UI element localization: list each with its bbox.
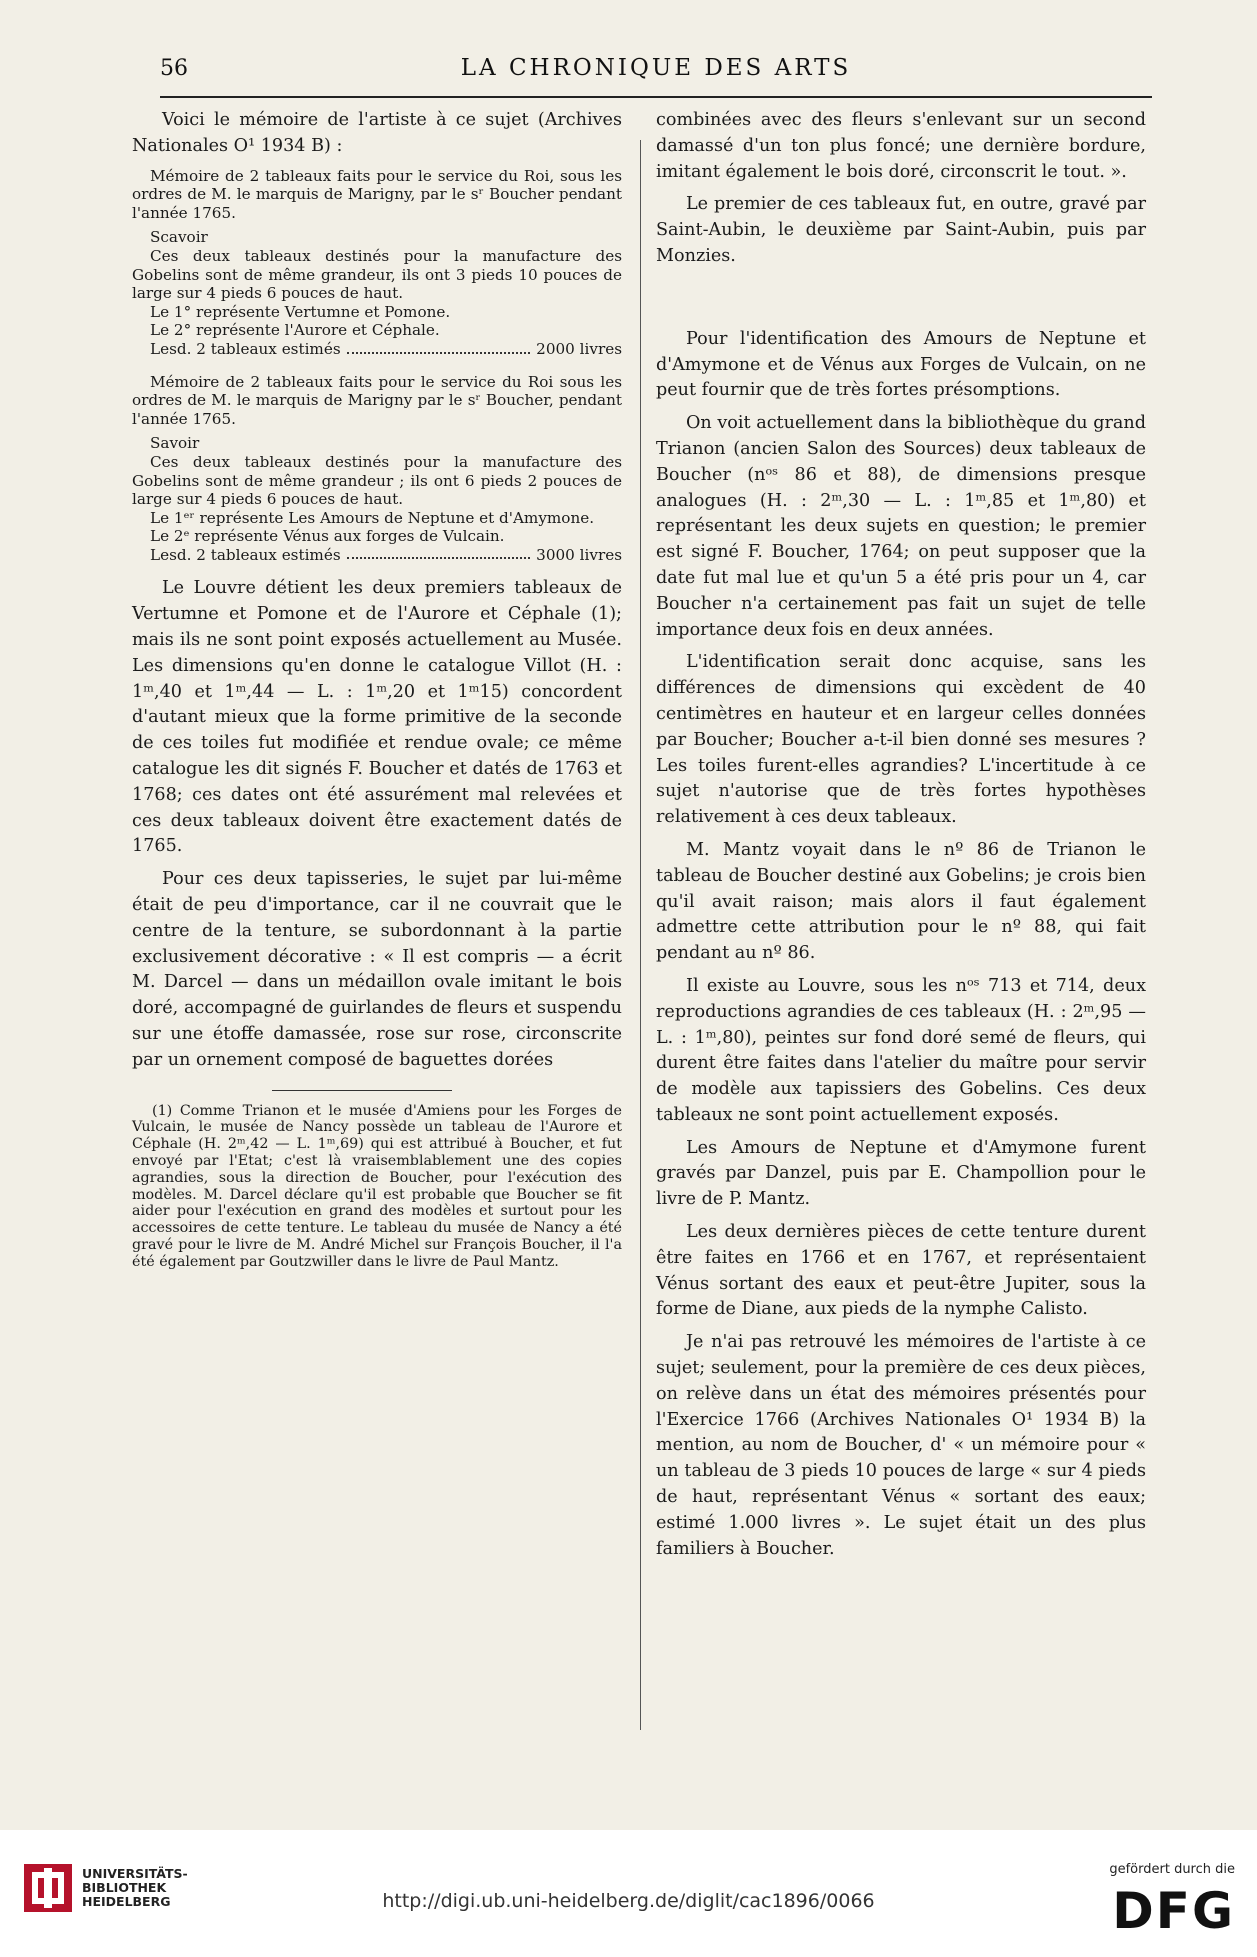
paragraph-identification: Pour l'identification des Amours de Neptune et d'Amymone et de Vénus aux Forges de Vulcain, on ne peut fournir que de très fortes présomptions. <box>656 328 1146 401</box>
memoire-1-total-label: Lesd. 2 tableaux estimés <box>150 339 341 358</box>
paragraph-amours-gravures: Les Amours de Neptune et d'Amymone furent gravés par Danzel, puis par E. Champollion pour le livre de P. Mantz. <box>656 1137 1146 1210</box>
paragraph-louvre-reproductions: Il existe au Louvre, sous les nᵒˢ 713 et 714, deux reproductions agrandies de ces tableaux (H. : 2ᵐ,95 — L. : 1ᵐ,80), peintes sur fond doré semé de fleurs, qui durent être faites dans l'atelier du maître pour servir de modèle aux tapissiers des Gobelins. Ces deux tableaux ne sont point actuellement exposés. <box>656 975 1146 1125</box>
paragraph-memoires: Je n'ai pas retrouvé les mémoires de l'artiste à ce sujet; seulement, pour la première de ces deux pièces, on relève dans un état des mémoires présentés pour l'Exercice 1766 (Archives Nationales O¹ 1934 B) la mention, au nom de Boucher, d' « un mémoire pour « un tableau de 3 pieds 10 pouces de large « sur 4 pieds de haut, représentant Vénus « sortant des eaux; estimé 1.000 livres ». Le sujet était un des plus familiers à Boucher. <box>656 1332 1146 1559</box>
paragraph-louvre: Le Louvre détient les deux premiers tableaux de Vertumne et Pomone et de l'Aurore et Céphale (1); mais ils ne sont point exposés actuellement au Musée. Les dimensions qu'en donne le catalogue Villot (H. : 1ᵐ,40 et 1ᵐ,44 — L. : 1ᵐ,20 et 1ᵐ15) concordent d'autant mieux que la forme primitive de la seconde de ces toiles fut modifiée et rendue ovale; ce même catalogue les dit signés F. Boucher et datés de 1763 et 1768; ces dates ont été assurément mal relevées et ces deux tableaux doivent être exactement datés de 1765. <box>132 578 622 857</box>
memoire-1-scavoir: Scavoir <box>150 228 208 247</box>
sponsor-label: gefördert durch die <box>1109 1862 1235 1877</box>
permalink-url[interactable]: http://digi.ub.uni-heidelberg.de/diglit/cac1896/0066 <box>382 1890 875 1912</box>
memoire-1 <box>132 167 622 359</box>
intro-paragraph: Voici le mémoire de l'artiste à ce sujet (Archives Nationales O¹ 1934 B) : <box>132 110 622 156</box>
logo-text-line-1: UNIVERSITÄTS- <box>82 1866 188 1881</box>
paragraph-dernieres-pieces: Les deux dernières pièces de cette tenture durent être faites en 1766 et en 1767, et représentaient Vénus sortant des eaux et peut-être Jupiter, sous la forme de Diane, aux pieds de la nymphe Calisto. <box>656 1222 1146 1320</box>
paragraph-continued: combinées avec des fleurs s'enlevant sur un second damassé d'un ton plus foncé; une dernière bordure, imitant également le bois doré, circonscrit le tout. ». <box>656 110 1146 182</box>
paragraph-differences: L'identification serait donc acquise, sans les différences de dimensions qui excèdent de 40 centimètres en hauteur et en largeur celles données par Boucher; Boucher a-t-il bien donné ses mesures ? Les toiles furent-elles agrandies? L'incertitude à ce sujet n'autorise que de très fortes hypothèses relativement à ces deux tableaux. <box>656 652 1146 828</box>
memoire-2-total-value: 3000 livres <box>536 545 622 564</box>
memoire-1-total-value: 2000 livres <box>536 339 622 358</box>
left-column <box>132 108 622 1271</box>
header-rule <box>160 96 1152 98</box>
logo-text-line-3: HEIDELBERG <box>82 1894 171 1909</box>
memoire-2-intro: Mémoire de 2 tableaux faits pour le service du Roi sous les ordres de M. le marquis de Marigny par le sʳ Boucher, pendant l'année 1765. <box>132 372 622 428</box>
footnote-text: (1) Comme Trianon et le musée d'Amiens pour les Forges de Vulcain, le musée de Nancy possède un tableau de l'Aurore et Céphale (H. 2ᵐ,42 — L. 1ᵐ,69) qui est attribué à Boucher, et fut envoyé par l'Etat; c'est là vraisemblablement une des copies agrandies, sous la direction de Boucher, pour l'exécution des modèles. M. Darcel déclare qu'il est probable que Boucher se fit aider pour l'exécution en grand des modèles et surtout pour les accessoires de cette tenture. Le tableau du musée de Nancy a été gravé pour le livre de M. André Michel sur François Boucher, il l'a été également par Goutzwiller dans le livre de Paul Mantz. <box>132 1102 622 1270</box>
footnote <box>132 1103 622 1271</box>
memoire-1-desc: Ces deux tableaux destinés pour la manufacture des Gobelins sont de même grandeur, ils ont 3 pieds 10 pouces de large sur 4 pieds 6 pouces de haut. <box>132 246 622 303</box>
memoire-2-desc: Ces deux tableaux destinés pour la manufacture des Gobelins sont de même grandeur ; ils ont 6 pieds 2 pouces de large sur 4 pieds 6 pouces de haut. <box>132 452 622 509</box>
paragraph-trianon: On voit actuellement dans la bibliothèque du grand Trianon (ancien Salon des Sources) deux tableaux de Boucher (nᵒˢ 86 et 88), de dimensions presque analogues (H. : 2ᵐ,30 — L. : 1ᵐ,85 et 1ᵐ,80) et représentant les deux sujets en question; le premier est signé F. Boucher, 1764; on peut supposer que la date fut mal lue et qu'un 5 a été pris pour un 4, car Boucher n'a certainement pas fait un sujet de telle importance deux fois en deux années. <box>656 413 1146 640</box>
footer-bar <box>0 1830 1257 1957</box>
column-divider <box>640 140 641 1730</box>
running-head <box>160 48 1152 88</box>
page-number: 56 <box>160 55 188 81</box>
memoire-2-savoir: Savoir <box>150 434 200 453</box>
memoire-2 <box>132 373 622 565</box>
dfg-logo[interactable]: DFG <box>1112 1882 1235 1940</box>
paragraph-tapisseries: Pour ces deux tapisseries, le sujet par lui-même était de peu d'importance, car il ne couvrait que le centre de la tenture, se subordonnant à la partie exclusivement décorative : « Il est compris — a écrit M. Darcel — dans un médaillon ovale imitant le bois doré, accompagné de guirlandes de fleurs et suspendu sur une étoffe damassée, rose sur rose, circonscrite par un ornement composé de baguettes dorées <box>132 869 622 1070</box>
memoire-2-item-2: Le 2ᵉ représente Vénus aux forges de Vulcain. <box>150 527 505 546</box>
memoire-2-item-1: Le 1ᵉʳ représente Les Amours de Neptune et d'Amymone. <box>150 508 595 527</box>
paragraph-mantz: M. Mantz voyait dans le nº 86 de Trianon le tableau de Boucher destiné aux Gobelins; je crois bien qu'il avait raison; mais alors il faut également admettre cette attribution pour le nº 88, qui fait pendant au nº 86. <box>656 839 1146 964</box>
footnote-rule <box>272 1090 452 1091</box>
memoire-1-total <box>132 340 622 359</box>
memoire-1-item-1: Le 1° représente Vertumne et Pomone. <box>150 302 451 321</box>
right-column <box>656 108 1146 1569</box>
paragraph-gravures: Le premier de ces tableaux fut, en outre, gravé par Saint-Aubin, le deuxième par Saint-Aubin, puis par Monzies. <box>656 194 1146 266</box>
logo-text-line-2: BIBLIOTHEK <box>82 1880 167 1895</box>
memoire-2-total <box>132 546 622 565</box>
memoire-1-intro: Mémoire de 2 tableaux faits pour le service du Roi, sous les ordres de M. le marquis de Marigny, par le sʳ Boucher pendant l'année 1765. <box>132 166 622 222</box>
memoire-2-total-label: Lesd. 2 tableaux estimés <box>150 545 341 564</box>
journal-title: LA CHRONIQUE DES ARTS <box>460 55 852 81</box>
memoire-1-item-2: Le 2° représente l'Aurore et Céphale. <box>150 321 440 340</box>
